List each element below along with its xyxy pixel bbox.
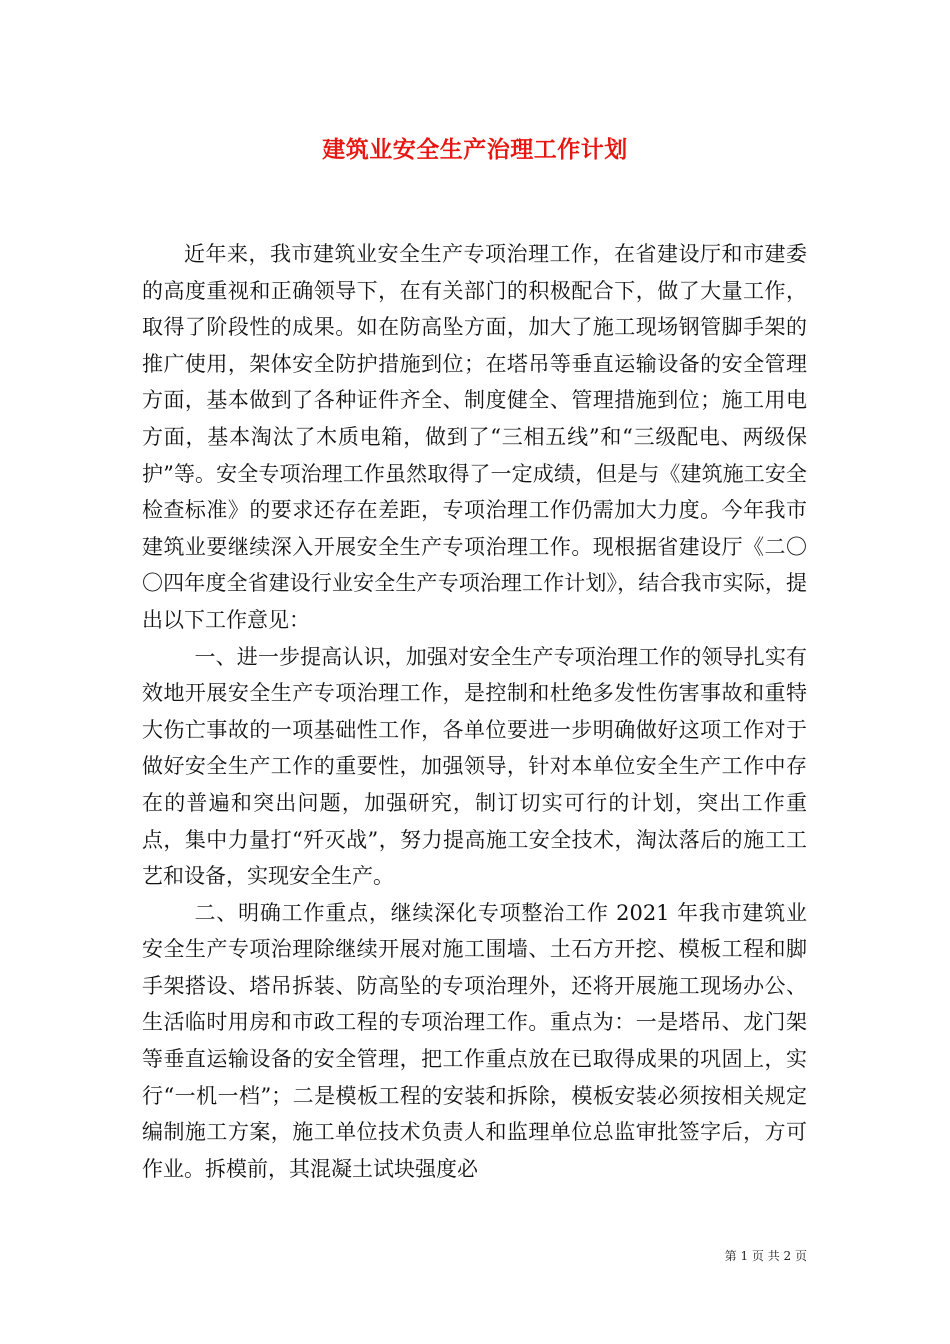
paragraph-section-2: 二、明确工作重点，继续深化专项整治工作 2021 年我市建筑业安全生产专项治理除继续开展对施工围墙、土石方开挖、模板工程和脚手架搭设、塔吊拆装、防高坠的专项治理外，还将开展施工现场办公、生活临时用房和市政工程的专项治理工作。重点为：一是塔吊、龙门架等垂直运输设备的安全管理，把工作重点放在已取得成果的巩固上，实行“一机一档”；二是模板工程的安装和拆除，模板安装必须按相关规定编制施工方案，施工单位技术负责人和监理单位总监审批签字后，方可作业。拆模前，其混凝土试块强度必 [142, 900, 807, 1181]
document-body [142, 236, 807, 1187]
page-number-footer: 第 1 页 共 2 页 [724, 1249, 807, 1263]
document-title: 建筑业安全生产治理工作计划 [322, 136, 628, 163]
paragraph-section-1: 一、进一步提高认识，加强对安全生产专项治理工作的领导扎实有效地开展安全生产专项治理工作，是控制和杜绝多发性伤害事故和重特大伤亡事故的一项基础性工作，各单位要进一步明确做好这项工作对于做好安全生产工作的重要性，加强领导，针对本单位安全生产工作中存在的普遍和突出问题，加强研究，制订切实可行的计划，突出工作重点，集中力量打“歼灭战”，努力提高施工安全技术，淘汰落后的施工工艺和设备，实现安全生产。 [142, 644, 807, 889]
paragraph-intro: 近年来，我市建筑业安全生产专项治理工作，在省建设厅和市建委的高度重视和正确领导下，在有关部门的积极配合下，做了大量工作，取得了阶段性的成果。如在防高坠方面，加大了施工现场钢管脚手架的推广使用，架体安全防护措施到位；在塔吊等垂直运输设备的安全管理方面，基本做到了各种证件齐全、制度健全、管理措施到位；施工用电方面，基本淘汰了木质电箱，做到了“三相五线”和“三级配电、两级保护”等。安全专项治理工作虽然取得了一定成绩，但是与《建筑施工安全检查标准》的要求还存在差距，专项治理工作仍需加大力度。今年我市建筑业要继续深入开展安全生产专项治理工作。现根据省建设厅《二〇〇四年度全省建设行业安全生产专项治理工作计划》，结合我市实际，提出以下工作意见： [142, 242, 807, 632]
